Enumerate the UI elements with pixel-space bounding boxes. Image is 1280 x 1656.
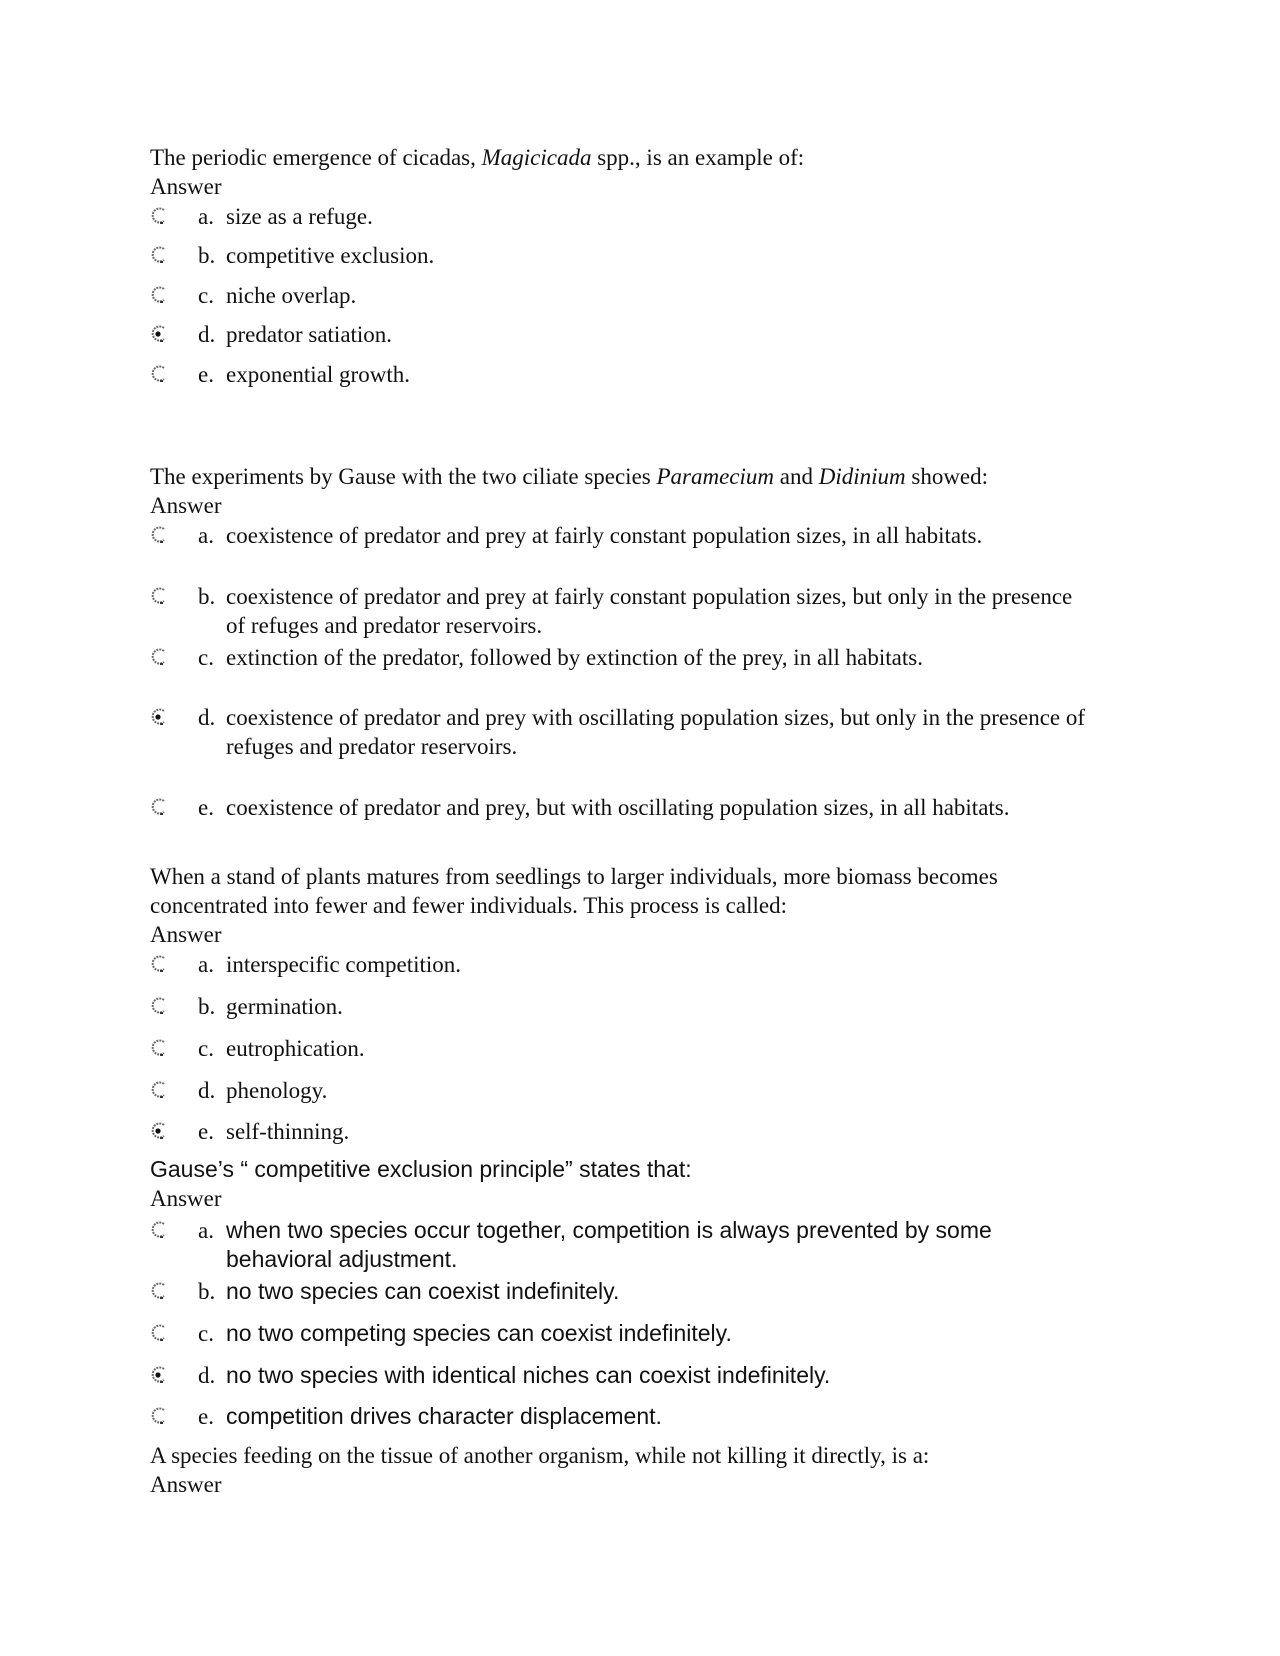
radio-button[interactable] [150, 1039, 168, 1057]
question-3-stem [150, 862, 1090, 920]
radio-button-selected[interactable] [150, 708, 168, 726]
question-5-stem [150, 1441, 1150, 1470]
question-5 [150, 1441, 1150, 1499]
option-letter: c. [198, 283, 214, 308]
option-text: exponential growth. [226, 362, 410, 387]
question-2-stem-part-5: showed: [905, 464, 989, 489]
option-text: size as a refuge. [226, 204, 373, 229]
question-2-stem-part-4: Didinium [818, 464, 906, 489]
question-2-stem-part-1: The experiments by Gause with the two ciliate species [150, 464, 657, 489]
question-1-stem [150, 143, 1150, 172]
option-text: niche overlap. [226, 283, 357, 308]
option-letter: c. [198, 1321, 214, 1346]
question-2-stem-part-3: and [774, 464, 819, 489]
radio-button[interactable] [150, 1407, 168, 1425]
question-2 [150, 462, 1150, 820]
question-2-answer-label: Answer [150, 493, 222, 518]
radio-button[interactable] [150, 1324, 168, 1342]
question-5-stem-part-1: A species feeding on the tissue of another organism, while not killing it directly, is a: [150, 1443, 930, 1468]
question-3-options [150, 949, 1150, 1149]
option-text: coexistence of predator and prey, but with oscillating population sizes, in all habitats. [226, 795, 1010, 820]
option-text: when two species occur together, competition is always prevented by some behavioral adjustment. [226, 1217, 992, 1272]
radio-button-selected[interactable] [150, 1366, 168, 1384]
question-4-options [150, 1213, 1150, 1433]
option-letter: c. [198, 1036, 214, 1061]
question-4 [150, 1155, 1150, 1433]
question-2-stem-part-2: Paramecium [656, 464, 775, 489]
option-text: coexistence of predator and prey at fairly constant population sizes, in all habitats. [226, 523, 983, 548]
radio-button[interactable] [150, 246, 168, 264]
option-letter: b. [198, 243, 216, 268]
option-letter: a. [198, 1218, 214, 1243]
radio-button[interactable] [150, 286, 168, 304]
option-text: extinction of the predator, followed by extinction of the prey, in all habitats. [226, 645, 923, 670]
question-1-stem-part-2: Magicicada [481, 145, 592, 170]
option-letter: b. [198, 994, 216, 1019]
option-text: self-thinning. [226, 1119, 350, 1144]
radio-button[interactable] [150, 1221, 168, 1239]
option-letter: a. [198, 523, 214, 548]
option-text: competition drives character displacement. [226, 1403, 662, 1429]
radio-button[interactable] [150, 1282, 168, 1300]
radio-button[interactable] [150, 997, 168, 1015]
option-text: phenology. [226, 1078, 328, 1103]
question-3 [150, 862, 1150, 1149]
option-letter: e. [198, 795, 214, 820]
option-text: eutrophication. [226, 1036, 365, 1061]
question-4-stem-part-1: Gause’s “ competitive exclusion principle” states that: [150, 1156, 692, 1182]
option-text: coexistence of predator and prey with oscillating population sizes, but only in the presence of refuges and predator reservoirs. [226, 705, 1086, 759]
option-text: predator satiation. [226, 322, 393, 347]
option-letter: d. [198, 1363, 216, 1388]
option-letter: d. [198, 705, 216, 730]
option-text: coexistence of predator and prey at fairly constant population sizes, but only in the presence of refuges and predator reservoirs. [226, 584, 1073, 638]
option-letter: b. [198, 1279, 216, 1304]
option-letter: c. [198, 645, 214, 670]
question-2-options [150, 520, 1150, 820]
radio-button[interactable] [150, 1081, 168, 1099]
option-text: no two competing species can coexist indefinitely. [226, 1320, 732, 1346]
option-letter: e. [198, 1404, 214, 1429]
question-3-answer-label: Answer [150, 922, 222, 947]
option-text: germination. [226, 994, 343, 1019]
question-2-stem [150, 462, 1150, 491]
option-letter: e. [198, 1119, 214, 1144]
question-1-stem-part-1: The periodic emergence of cicadas, [150, 145, 482, 170]
radio-button[interactable] [150, 648, 168, 666]
question-3-stem-part-1: When a stand of plants matures from seedlings to larger individuals, more biomass becomes concentrated into fewer and fewer individuals. This process is called: [150, 864, 998, 918]
question-1-options [150, 201, 1150, 401]
option-letter: d. [198, 1078, 216, 1103]
radio-button[interactable] [150, 526, 168, 544]
question-4-answer-label: Answer [150, 1186, 222, 1211]
radio-button-selected[interactable] [150, 325, 168, 343]
option-text: interspecific competition. [226, 952, 462, 977]
question-1 [150, 143, 1150, 401]
option-letter: e. [198, 362, 214, 387]
option-text: no two species can coexist indefinitely. [226, 1278, 620, 1304]
option-letter: b. [198, 584, 216, 609]
radio-button[interactable] [150, 955, 168, 973]
question-1-stem-part-3: spp., is an example of: [591, 145, 805, 170]
question-5-answer-label: Answer [150, 1472, 222, 1497]
question-1-answer-label: Answer [150, 174, 222, 199]
radio-button[interactable] [150, 207, 168, 225]
option-letter: a. [198, 204, 214, 229]
radio-button-selected[interactable] [150, 1122, 168, 1140]
option-text: competitive exclusion. [226, 243, 435, 268]
question-4-stem [150, 1155, 1150, 1184]
radio-button[interactable] [150, 587, 168, 605]
option-text: no two species with identical niches can coexist indefinitely. [226, 1362, 831, 1388]
radio-button[interactable] [150, 798, 168, 816]
option-letter: a. [198, 952, 214, 977]
option-letter: d. [198, 322, 216, 347]
radio-button[interactable] [150, 365, 168, 383]
